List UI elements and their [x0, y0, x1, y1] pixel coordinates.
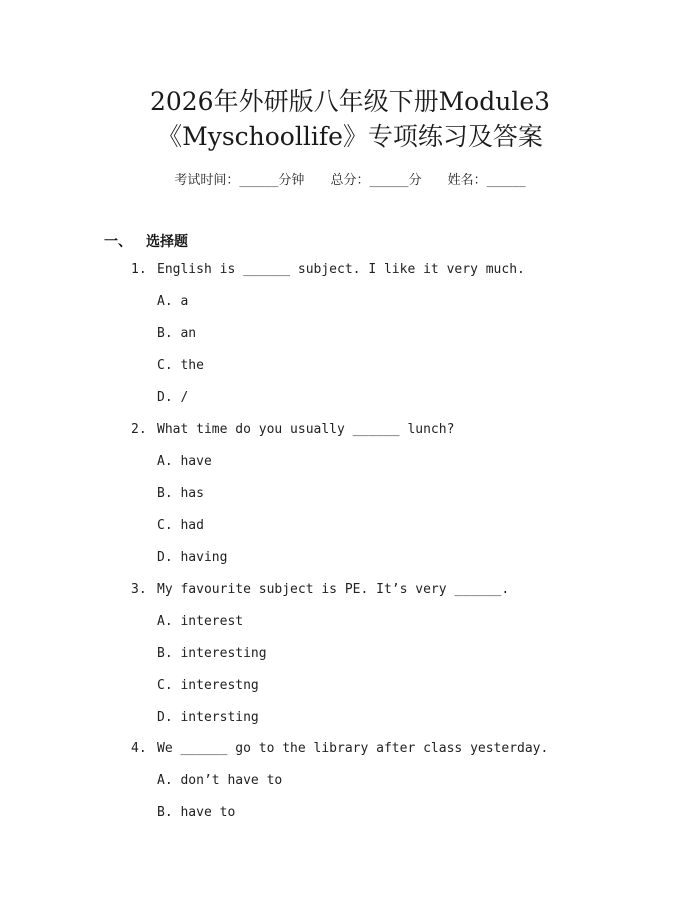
question-number: 3.: [131, 582, 147, 597]
question-3-option-d: D. intersting: [157, 710, 259, 725]
question-3-option-b: B. interesting: [157, 646, 267, 661]
question-2-option-c: C. had: [157, 518, 204, 533]
question-number: 2.: [131, 422, 147, 437]
question-4-option-b: B. have to: [157, 805, 236, 820]
question-1: [131, 261, 525, 279]
question-1-option-a: A. a: [157, 294, 189, 309]
question-text: My favourite subject is PE. It’s very ______.: [157, 582, 510, 597]
document-title-line-1: 2026年外研版八年级下册Module3: [149, 87, 551, 116]
exam-info: [0, 169, 700, 188]
question-number: 1.: [131, 262, 147, 277]
question-3-option-c: C. interestng: [157, 678, 259, 693]
question-2-option-b: B. has: [157, 486, 204, 501]
question-2-option-a: A. have: [157, 454, 212, 469]
question-2-option-d: D. having: [157, 550, 228, 565]
section-label: 选择题: [146, 234, 188, 250]
question-number: 4.: [131, 741, 147, 756]
section-heading: [104, 231, 188, 251]
exam-name-field: 姓名：______: [447, 173, 526, 188]
section-number: 一、: [104, 234, 132, 250]
document-title-line-2: 《Myschoollife》专项练习及答案: [157, 122, 543, 151]
question-4-option-a: A. don’t have to: [157, 773, 283, 788]
question-1-option-d: D. /: [157, 390, 189, 405]
question-1-option-b: B. an: [157, 326, 197, 341]
question-2: [131, 421, 454, 439]
question-text: English is ______ subject. I like it very much.: [157, 262, 525, 277]
question-text: What time do you usually ______ lunch?: [157, 422, 455, 437]
question-4: [131, 740, 548, 758]
exam-score-field: 总分：______分: [330, 173, 422, 188]
question-text: We ______ go to the library after class yesterday.: [157, 741, 549, 756]
question-3-option-a: A. interest: [157, 614, 244, 629]
exam-time-field: 考试时间：______分钟: [174, 173, 305, 188]
question-1-option-c: C. the: [157, 358, 204, 373]
question-3: [131, 581, 509, 599]
